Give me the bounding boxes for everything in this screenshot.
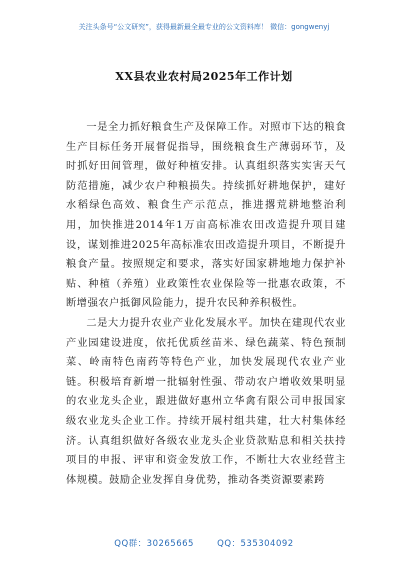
header-note: 关注头条号“公文研究”，获得最新最全最专业的公文资料库！ 微信：gongwenyj	[78, 23, 330, 31]
page-title: XX县农业农村局2025年工作计划	[115, 70, 293, 83]
paragraph-grain-production: 一是全力抓好粮食生产及保障工作。对照市下达的粮食生产目标任务开展督促指导，围绕粮食生产薄弱环节，及时抓好田间管理，做好种植安排。认真组织落实实害天气防范措施，减少农户种粮损失。持续抓好耕地保护，建好水稻绿色高效、粮食生产示范点，推进撂荒耕地整治利用，加快推进2014年1万亩高标准农田改造提升项目建设，谋划推进2025年高标准农田改造提升项目，不断提升粮食产量。按照规定和要求，落实好国家耕地地力保护补贴、种植（养殖）业政策性农业保险等一批惠农政策，不断增强农户抵御风险能力，提升农民种养积极性。	[66, 122, 346, 310]
footer-qq-group: QQ群：30265665	[114, 539, 194, 549]
footer-qq: QQ：535304092	[217, 539, 294, 549]
document-body	[66, 118, 346, 490]
footer-contact	[0, 537, 408, 549]
paragraph-industrialization: 二是大力提升农业产业化发展水平。加快在建现代农业产业园建设进度，依托优质丝苗米、绿色蔬菜、特色预制菜、岭南特色南药等特色产业，加快发展现代农业产业链。积极培育新增一批辐射性强、带动农户增收效果明显的农业龙头企业，跟进做好惠州立华禽有限公司申报国家级农业龙头企业工作。持续开展村组共建，壮大村集体经济。认真组织做好各级农业龙头企业贷款贴息和相关扶持项目的申报、评审和资金发放工作，不断壮大农业经营主体规模。鼓励企业发挥自身优势，推动各类资源要素跨	[66, 317, 346, 486]
